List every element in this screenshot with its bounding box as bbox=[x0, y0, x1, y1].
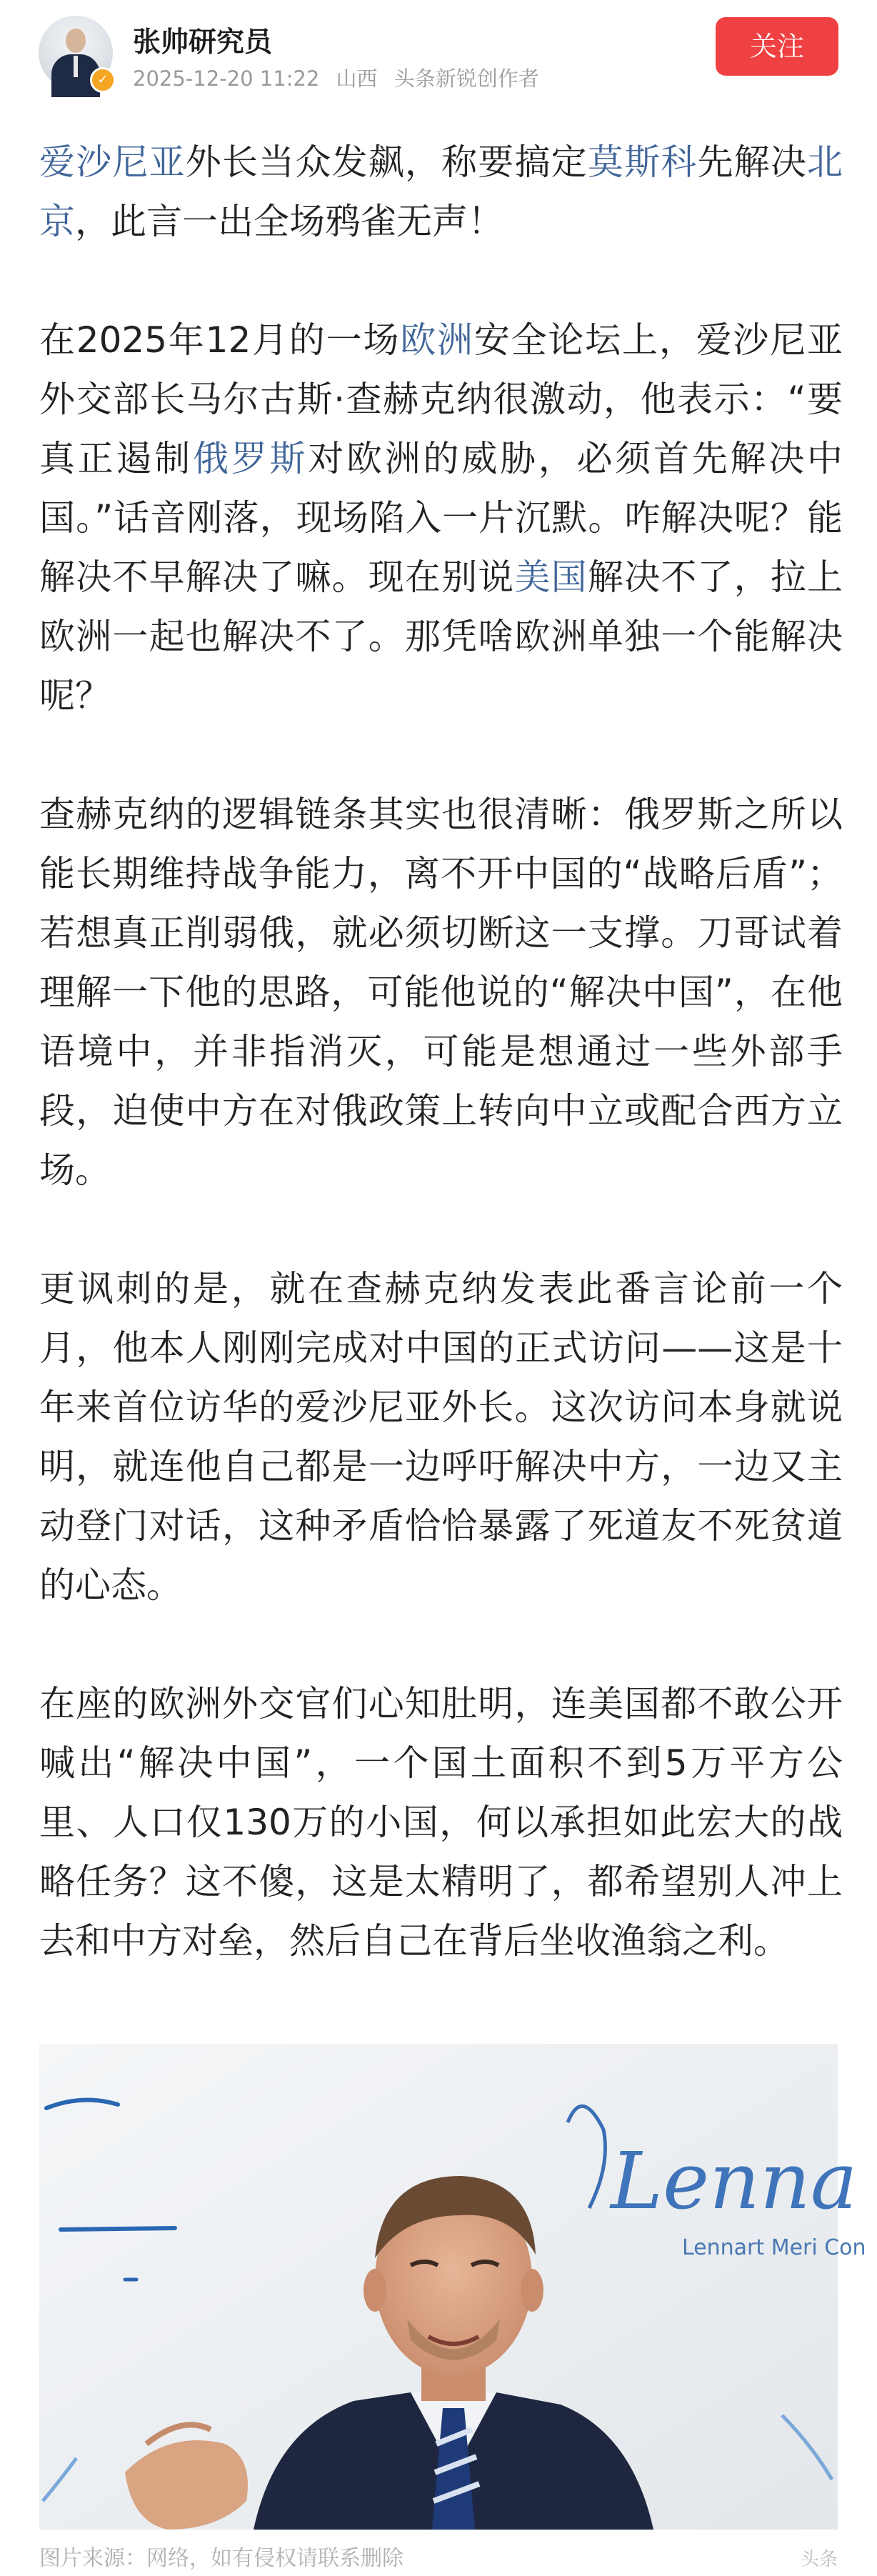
paragraph-text: ，此言一出全场鸦雀无声！ bbox=[75, 201, 503, 242]
paragraph-text: 对欧洲的威胁，必须首先解决中国。”话音刚落，现场陷入一片沉默。咋解决呢？能解决不早解决了嘛。现在别说 bbox=[39, 438, 843, 598]
article-paragraph bbox=[39, 1259, 843, 1615]
photo-speaker-illustration bbox=[39, 2044, 866, 2530]
paragraph-text: 解决不了，拉上欧洲一起也解决不了。那凭啥欧洲单独一个能解决呢？ bbox=[39, 556, 843, 717]
article-paragraph bbox=[39, 785, 843, 1200]
platform-watermark: 头条 bbox=[800, 2549, 838, 2570]
paragraph-text: 安全论坛上，爱沙尼亚外交部长马尔古斯·查赫克纳很激动，他表示：“要真正遏制 bbox=[39, 319, 843, 479]
keyword-link[interactable]: 莫斯科 bbox=[587, 141, 698, 183]
article-body bbox=[39, 133, 843, 2030]
backdrop-caption-text: Lennart Meri Con bbox=[682, 2235, 866, 2260]
paragraph-text: 在2025年12月的一场 bbox=[39, 319, 401, 361]
verified-check-icon: ✓ bbox=[90, 67, 116, 93]
keyword-link[interactable]: 北京 bbox=[39, 141, 843, 242]
post-date: 2025-12-20 11:22 bbox=[133, 66, 320, 91]
avatar-tie bbox=[74, 56, 78, 77]
paragraph-text: 在座的欧洲外交官们心知肚明，连美国都不敢公开喊出“解决中国”，一个国土面积不到5万平方公里、人口仅130万的小国，何以承担如此宏大的战略任务？这不傻，这是太精明了，都希望别人冲上去和中方对垒，然后自己在背后坐收渔翁之利。 bbox=[39, 1683, 843, 1962]
paragraph-text: 更讽刺的是，就在查赫克纳发表此番言论前一个月，他本人刚刚完成对中国的正式访问——这是十年来首位访华的爱沙尼亚外长。这次访问本身就说明，就连他自己都是一边呼吁解决中方，一边又主动登门对话，这种矛盾恰恰暴露了死道友不死贫道的心态。 bbox=[39, 1268, 843, 1606]
keyword-link[interactable]: 俄罗斯 bbox=[193, 438, 309, 479]
article-photo[interactable] bbox=[39, 2044, 866, 2530]
keyword-link[interactable]: 美国 bbox=[514, 556, 588, 598]
post-location: 山西 bbox=[336, 66, 378, 91]
avatar-head bbox=[66, 29, 86, 53]
paragraph-text: 先解决 bbox=[697, 141, 808, 183]
backdrop-script-text: Lenna bbox=[611, 2135, 858, 2227]
keyword-link[interactable]: 欧洲 bbox=[400, 319, 474, 361]
keyword-link[interactable]: 爱沙尼亚 bbox=[39, 141, 186, 183]
photo-caption-text: 图片来源：网络，如有侵权请联系删除 bbox=[39, 2546, 404, 2571]
article-paragraph bbox=[39, 1674, 843, 1971]
photo-caption bbox=[39, 2540, 838, 2576]
article-paragraph bbox=[39, 311, 843, 726]
author-header bbox=[0, 0, 877, 107]
author-title: 头条新锐创作者 bbox=[394, 66, 539, 91]
article-paragraph bbox=[39, 133, 843, 251]
author-name[interactable]: 张帅研究员 bbox=[133, 26, 273, 59]
paragraph-text: 查赫克纳的逻辑链条其实也很清晰：俄罗斯之所以能长期维持战争能力，离不开中国的“战略后盾”；若想真正削弱俄，就必须切断这一支撑。刀哥试着理解一下他的思路，可能他说的“解决中国”，在他语境中，并非指消灭，可能是想通过一些外部手段，迫使中方在对俄政策上转向中立或配合西方立场。 bbox=[39, 794, 843, 1191]
paragraph-text: 外长当众发飙，称要搞定 bbox=[185, 141, 588, 183]
post-meta bbox=[133, 63, 549, 92]
follow-button[interactable]: 关注 bbox=[716, 17, 838, 76]
